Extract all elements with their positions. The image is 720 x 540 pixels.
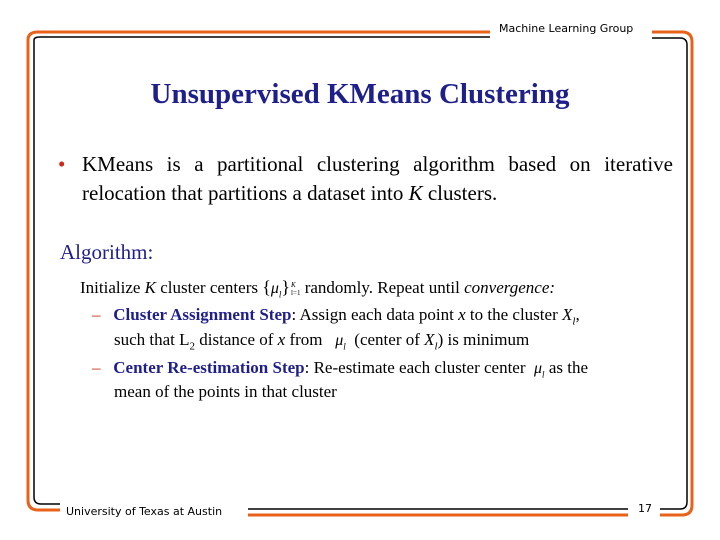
page-number: 17: [638, 502, 652, 515]
bullet-text-part1: KMeans is a partitional clustering algorithm based on iterative relocation that partitions a dataset into: [82, 152, 673, 205]
init-mid: cluster centers: [156, 278, 263, 297]
bullet-text-part2: clusters.: [422, 181, 498, 205]
frame-top-black: [34, 37, 490, 48]
step2-dash: –: [92, 358, 101, 377]
bullet-dot-icon: •: [58, 152, 66, 176]
mu-symbol: μ: [270, 280, 279, 297]
step1-name: Cluster Assignment Step: [113, 305, 292, 324]
step2-text1: : Re-estimate each cluster center: [304, 358, 530, 377]
step1-X: X: [561, 305, 573, 324]
step1-text1: : Assign each data point: [291, 305, 459, 324]
step1-l2-b: distance of: [195, 330, 278, 349]
step1-l2-x: x: [277, 330, 286, 349]
step1-mu-symbol: μ: [335, 332, 344, 349]
step2-mu-sub: l: [542, 369, 545, 380]
step1-l2-d: (center of: [350, 330, 425, 349]
step1-l2-e: ) is minimum: [437, 330, 530, 349]
centers-set-notation: [262, 277, 301, 300]
step2-mu-symbol: μ: [534, 360, 543, 377]
step1-X-sub: l: [572, 315, 576, 328]
step1-dash: –: [92, 305, 101, 324]
init-line: [80, 275, 555, 307]
step2-line2: mean of the points in that cluster: [114, 382, 337, 401]
set-superscript: K: [291, 280, 296, 289]
step2-name: Center Re-estimation Step: [113, 358, 305, 377]
intro-bullet: [58, 150, 673, 208]
header-group-label: Machine Learning Group: [499, 22, 634, 35]
step1-mu-sub: l: [343, 341, 346, 352]
init-convergence: convergence:: [464, 278, 556, 297]
step1-l2-c: from: [285, 330, 327, 349]
set-open: {: [262, 277, 271, 297]
step1-l2-X-sub: l: [434, 340, 438, 353]
set-subscript: l=1: [291, 288, 301, 297]
algorithm-heading: Algorithm:: [60, 240, 154, 264]
step1-l2-a: such that L: [114, 330, 190, 349]
init-post: randomly. Repeat until: [300, 278, 465, 297]
step1-x: x: [458, 305, 466, 324]
init-k: K: [144, 278, 157, 297]
footer-institution: University of Texas at Austin: [66, 505, 223, 518]
step1-line2: [114, 328, 529, 358]
mu-subscript: l: [278, 289, 282, 300]
frame-top-orange: [28, 32, 490, 40]
step1-text2: to the cluster: [465, 305, 562, 324]
step1-l2-sub: 2: [189, 340, 196, 353]
step1-l2-X: X: [424, 330, 435, 349]
frame-bottom-right-black: [660, 495, 687, 509]
slide-title: Unsupervised KMeans Clustering: [150, 78, 570, 110]
frame-left-black: [34, 48, 60, 504]
bullet-k: K: [408, 181, 423, 205]
step2-text2: as the: [544, 358, 588, 377]
init-pre: Initialize: [80, 278, 145, 297]
set-close: }: [281, 277, 291, 297]
intro-bullet-text: [82, 150, 673, 208]
step1-comma: ,: [575, 305, 580, 324]
